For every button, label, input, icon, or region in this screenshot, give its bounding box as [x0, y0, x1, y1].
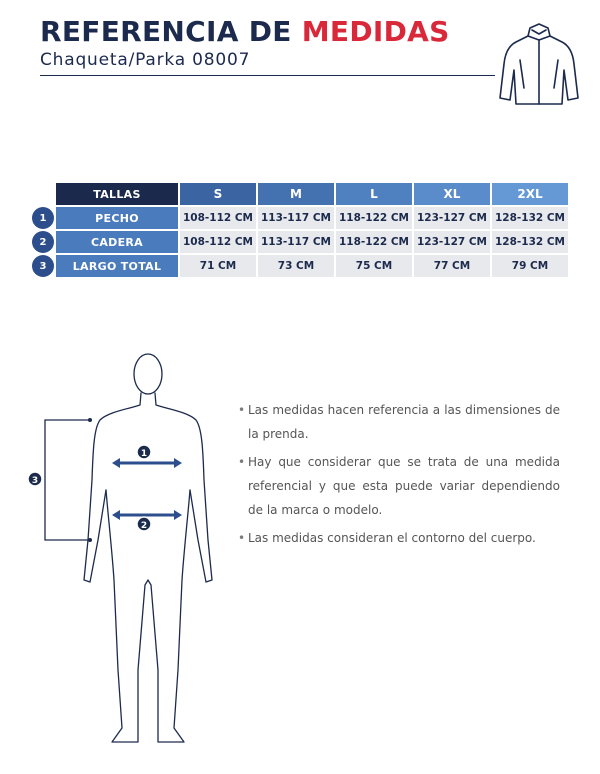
table-row-pecho: [32, 207, 570, 229]
body-outline-icon: [84, 354, 212, 742]
page-subtitle: Chaqueta/Parka 08007: [40, 50, 251, 70]
row-number-badge: 3: [32, 255, 54, 277]
tallas-header: TALLAS: [56, 183, 178, 205]
jacket-icon: [496, 20, 582, 110]
bullet-icon: •: [238, 403, 246, 417]
bullet-icon: •: [238, 531, 246, 545]
chest-arrow-icon: [112, 458, 182, 468]
row-number-badge: 1: [32, 207, 54, 229]
note-text: Las medidas consideran el contorno del cuerpo.: [248, 531, 536, 545]
size-header-l: L: [336, 183, 412, 205]
length-bracket: [45, 420, 90, 540]
table-cell: 123-127 CM: [414, 207, 490, 229]
table-cell: 71 CM: [180, 255, 256, 277]
row-number-badge: 2: [32, 231, 54, 253]
table-cell: 113-117 CM: [258, 207, 334, 229]
table-cell: 75 CM: [336, 255, 412, 277]
list-item: [238, 526, 560, 550]
human-body-figure: [28, 350, 228, 750]
note-text: Hay que considerar que se trata de una medida referencial y que esta puede variar dependiendo de la marca o modelo.: [248, 455, 560, 517]
table-cell: 73 CM: [258, 255, 334, 277]
page-title: [40, 16, 450, 48]
table-header-row: [32, 183, 570, 205]
list-item: [238, 450, 560, 522]
row-label-largo-total: LARGO TOTAL: [56, 255, 178, 277]
note-text: Las medidas hacen referencia a las dimensiones de la prenda.: [248, 403, 560, 441]
marker-hip: [137, 517, 151, 531]
size-header-2xl: 2XL: [492, 183, 568, 205]
table-cell: 113-117 CM: [258, 231, 334, 253]
notes-list: [238, 398, 560, 554]
table-cell: 123-127 CM: [414, 231, 490, 253]
table-cell: 108-112 CM: [180, 207, 256, 229]
row-label-cadera: CADERA: [56, 231, 178, 253]
svg-text:1: 1: [140, 449, 148, 459]
table-cell: 79 CM: [492, 255, 568, 277]
size-header-s: S: [180, 183, 256, 205]
header: [40, 16, 450, 70]
size-table: [32, 183, 570, 279]
size-header-xl: XL: [414, 183, 490, 205]
svg-text:2: 2: [140, 521, 148, 531]
marker-length: [28, 472, 42, 486]
title-part-1: REFERENCIA DE: [40, 15, 302, 48]
table-cell: 118-122 CM: [336, 231, 412, 253]
table-cell: 128-132 CM: [492, 231, 568, 253]
table-cell: 108-112 CM: [180, 231, 256, 253]
table-row-cadera: [32, 231, 570, 253]
bullet-icon: •: [238, 455, 246, 469]
size-header-m: M: [258, 183, 334, 205]
row-label-pecho: PECHO: [56, 207, 178, 229]
title-part-2: MEDIDAS: [301, 15, 450, 48]
list-item: [238, 398, 560, 446]
title-divider: [40, 75, 495, 76]
svg-text:3: 3: [31, 476, 39, 486]
table-cell: 118-122 CM: [336, 207, 412, 229]
table-cell: 77 CM: [414, 255, 490, 277]
marker-chest: [137, 445, 151, 459]
table-cell: 128-132 CM: [492, 207, 568, 229]
table-row-largo-total: [32, 255, 570, 277]
